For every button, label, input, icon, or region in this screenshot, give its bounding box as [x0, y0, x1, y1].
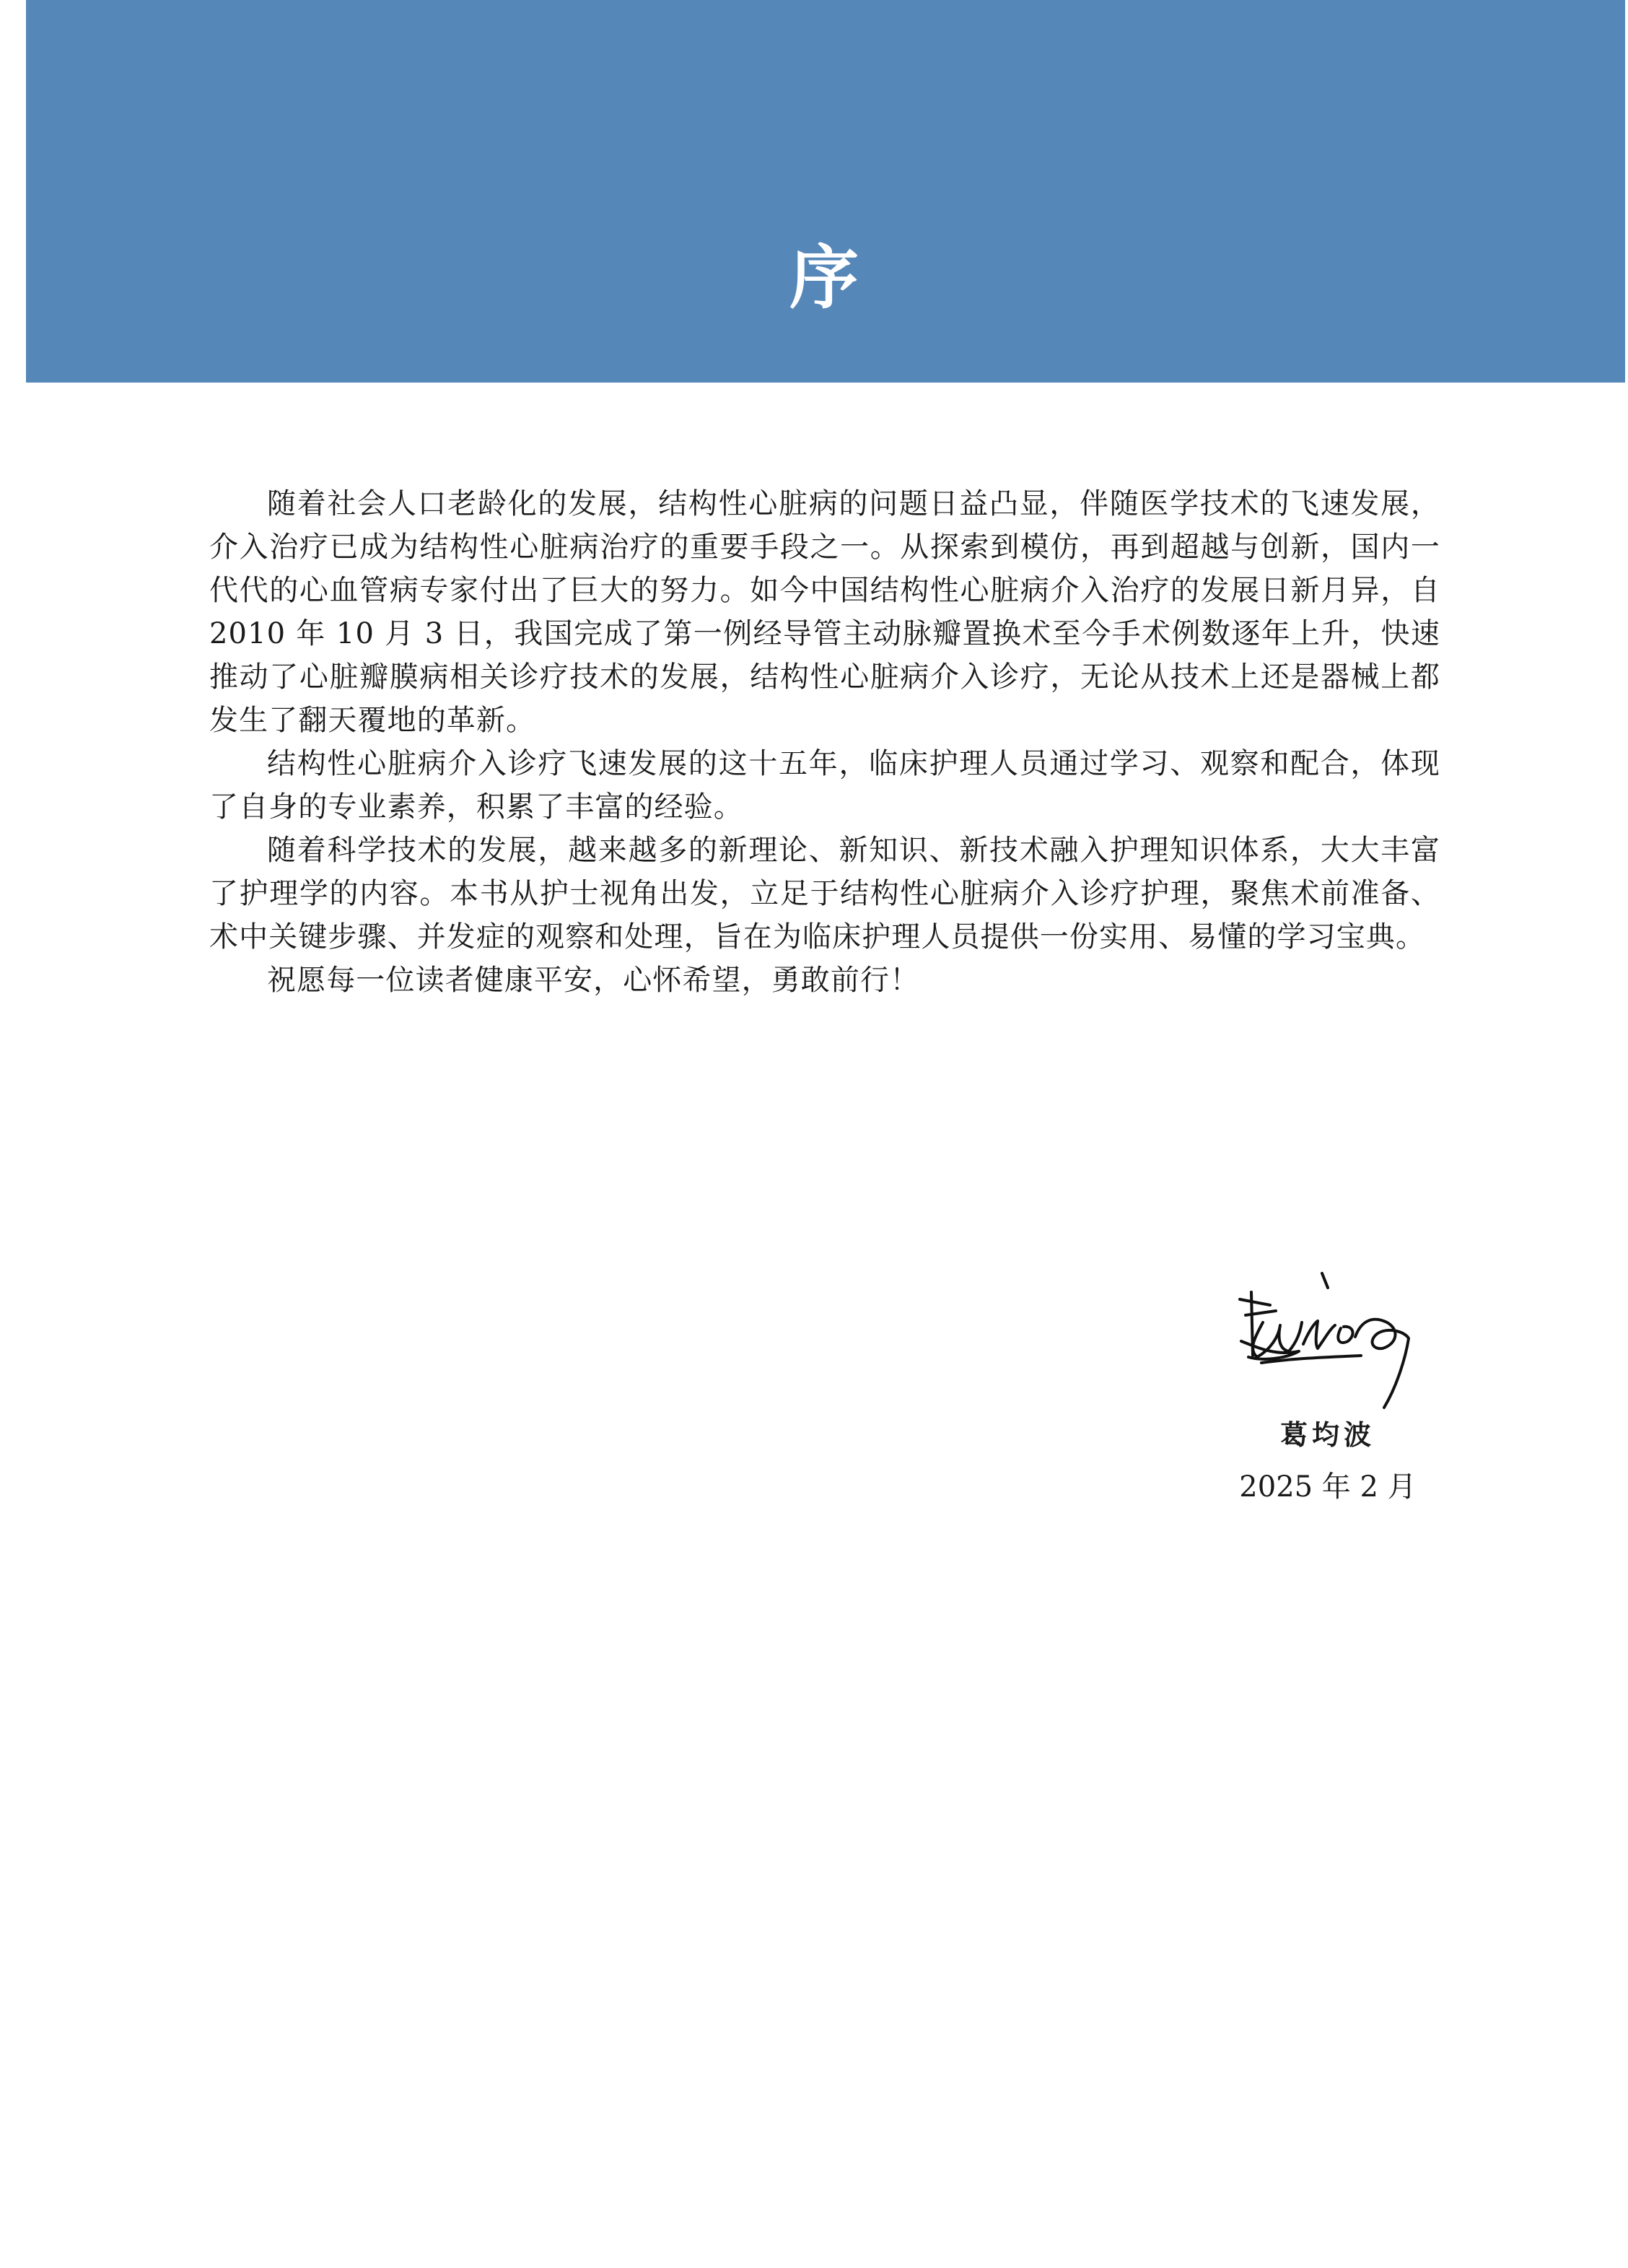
signature-date: 2025 年 2 月: [1239, 1470, 1417, 1504]
paragraph-2: 结构性心脏病介入诊疗飞速发展的这十五年，临床护理人员通过学习、观察和配合，体现了自身的专业素养，积累了丰富的经验。: [209, 747, 1440, 824]
header-band: [26, 0, 1625, 383]
paragraph-3: 随着科学技术的发展，越来越多的新理论、新知识、新技术融入护理知识体系，大大丰富了护理学的内容。本书从护士视角出发，立足于结构性心脏病介入诊疗护理，聚焦术前准备、术中关键步骤、并发症的观察和处理，旨在为临床护理人员提供一份实用、易懂的学习宝典。: [209, 834, 1440, 954]
paragraph-1: 随着社会人口老龄化的发展，结构性心脏病的问题日益凸显，伴随医学技术的飞速发展，介入治疗已成为结构性心脏病治疗的重要手段之一。从探索到模仿，再到超越与创新，国内一代代的心血管病专家付出了巨大的努力。如今中国结构性心脏病介入治疗的发展日新月异，自 2010 年 10 月 3 日，我国完成了第一例经导管主动脉瓣置换术至今手术例数逐年上升，快速推动了心脏瓣膜病相关诊疗技术的发展，结构性心脏病介入诊疗，无论从技术上还是器械上都发生了翻天覆地的革新。: [209, 487, 1440, 737]
paragraph-4: 祝愿每一位读者健康平安，心怀希望，勇敢前行！: [267, 964, 920, 997]
page-title: 序: [789, 237, 862, 318]
signature-block: [1220, 1270, 1436, 1509]
handwritten-signature-icon: [1220, 1270, 1436, 1422]
author-name: 葛均波: [1279, 1418, 1375, 1451]
preface-body: [209, 482, 1440, 1002]
